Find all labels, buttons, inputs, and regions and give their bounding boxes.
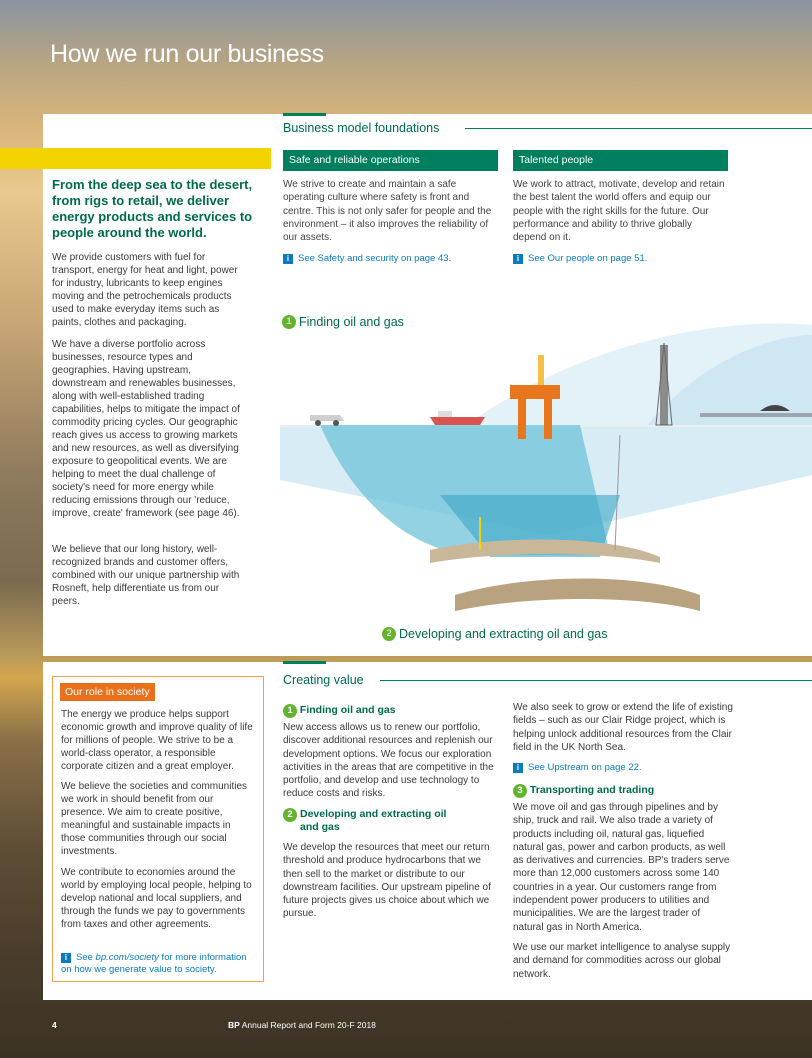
step-1-heading-text: Finding oil and gas <box>299 704 396 716</box>
clair-ridge-text: We also seek to grow or extend the life of existing fields – such as our Clair Ridge project, which is helping unlock additional resources from the Clair field in the UK North Sea. <box>513 702 733 753</box>
platform-leg <box>544 399 552 439</box>
info-icon: i <box>61 953 71 963</box>
section-rule <box>380 680 812 681</box>
page-title: How we run our business <box>50 40 324 68</box>
intro-paragraph-1: We provide customers with fuel for transport, energy for heat and light, power for industry, lubricants to keep engines moving and the petrochemicals products used to make everyday items such as paints, clothes and packaging. <box>52 252 238 328</box>
card-safe-operations-heading: Safe and reliable operations <box>283 150 498 171</box>
step-3-text-2: We use our market intelligence to analyse supply and demand for commodities across our global network. <box>513 942 731 980</box>
step-1-icon: 1 <box>283 704 297 718</box>
section-marker <box>283 113 326 116</box>
card-talented-people-text: We work to attract, motivate, develop and retain the best talent the world offers and equip our people with the right skills for the future. Our performance and ability to thrive globally depend on it. <box>513 179 725 244</box>
section-marker <box>283 661 326 664</box>
safety-link[interactable] <box>283 253 451 264</box>
pipeline <box>700 413 812 417</box>
upstream-link-text[interactable]: See Upstream on page 22. <box>528 762 642 773</box>
step-3-text: We move oil and gas through pipelines and by ship, truck and rail. We also trade a variety of products including oil, natural gas, liquefied natural gas, power and carbon products, as well as derivatives and currencies. BP's traders serve more than 12,000 customers across some 140 countries in a year. Our customers range from independent power producers to utilities and municipalities. We are the largest trader of natural gas in North America. <box>513 802 730 933</box>
society-link-suffix: for more information on how we generate value to society. <box>61 952 247 975</box>
society-paragraph-2: We believe the societies and communities we work in should benefit from our presence. We aim to create positive, meaningful and sustainable impacts in those communities through our social investments. <box>61 781 248 857</box>
step-2-text: We develop the resources that meet our return threshold and produce hydrocarbons that we then sell to the market or distribute to our downstream facilities. Our upstream pipeline of future projects gives us choice about which we pursue. <box>283 842 491 920</box>
footer-brand: BP <box>228 1020 240 1030</box>
step-2-icon: 2 <box>382 627 396 641</box>
diagram-label-finding-text: Finding oil and gas <box>299 315 404 329</box>
truck-wheel <box>315 420 321 426</box>
card-safe-operations-text: We strive to create and maintain a safe operating culture where safety is front and centre. This is not only safer for people and the environment – it also improves the reliability of our assets. <box>283 179 492 244</box>
step-1-heading <box>283 704 396 718</box>
creating-value-title: Creating value <box>283 673 364 687</box>
society-link-prefix: See <box>76 952 96 963</box>
society-paragraph-1: The energy we produce helps support economic growth and improve quality of life for millions of people. We strive to be a world-class operator, a responsible corporate citizen and a great employer. <box>61 709 253 772</box>
step-3-heading-text: Transporting and trading <box>529 784 655 796</box>
safety-link-text[interactable]: See Safety and security on page 43. <box>298 253 452 264</box>
truck <box>310 415 344 421</box>
society-link[interactable] <box>61 952 257 976</box>
oil-gas-illustration <box>280 295 812 625</box>
diagram-label-developing-text: Developing and extracting oil and gas <box>399 627 608 641</box>
people-link-text[interactable]: See Our people on page 51. <box>528 253 648 264</box>
truck-wheel <box>333 420 339 426</box>
step-1-icon: 1 <box>282 315 296 329</box>
diagram-label-developing <box>382 627 607 641</box>
foundations-title: Business model foundations <box>283 121 440 135</box>
footer-report-title: Annual Report and Form 20-F 2018 <box>241 1020 376 1030</box>
step-2-heading <box>283 808 450 834</box>
rock-layer-2 <box>455 579 700 612</box>
footer-text <box>228 1020 376 1030</box>
yellow-accent-bar <box>0 148 271 169</box>
platform-deck <box>510 385 560 399</box>
step-1-text: New access allows us to renew our portfolio, discover additional resources and replenish our development options. We focus our exploration activities in the areas that are competitive in the portfolio, and develop and use technology to reduce costs and risks. <box>283 722 494 800</box>
step-3-icon: 3 <box>513 784 527 798</box>
step-3-heading <box>513 784 654 798</box>
step-2-icon: 2 <box>283 808 297 822</box>
page-number: 4 <box>52 1020 57 1030</box>
ship <box>430 417 485 425</box>
info-icon: i <box>283 254 293 264</box>
intro-paragraph-2: We have a diverse portfolio across businesses, resource types and geographies. Having upstream, downstream and renewables businesses, along with well-established trading capabilities, helps to mitigate the impact of commodity pricing cycles. Our geographic reach gives us access to growing markets and new resources, as well as diversifying exposure to geopolitical events. We are helping to meet the dual challenge of society's need for more energy while reducing emissions through our 'reduce, improve, create' framework (see page 46). <box>52 339 240 519</box>
step-2-heading-text: Developing and extracting oil and gas <box>300 808 447 833</box>
intro-heading: From the deep sea to the desert, from rigs to retail, we deliver energy products and services to people around the world. <box>52 177 253 240</box>
intro-paragraph-3: We believe that our long history, well-recognized brands and customer offers, combined with our unique partnership with Rosneft, help differentiate us from our peers. <box>52 544 240 607</box>
info-icon: i <box>513 763 523 773</box>
section-rule <box>465 128 812 129</box>
people-link[interactable] <box>513 253 647 264</box>
info-icon: i <box>513 254 523 264</box>
society-heading: Our role in society <box>60 683 155 701</box>
card-talented-people-heading: Talented people <box>513 150 728 171</box>
platform-leg <box>518 399 526 439</box>
onshore-derrick <box>660 345 668 425</box>
society-paragraph-3: We contribute to economies around the world by employing local people, helping to develop national and local suppliers, and through the funds we pay to governments from taxes and other agreements. <box>61 867 252 930</box>
ship-cabin <box>438 411 452 417</box>
upstream-link[interactable] <box>513 762 642 773</box>
platform-derrick <box>538 355 544 385</box>
society-link-url[interactable]: bp.com/society <box>95 952 159 963</box>
